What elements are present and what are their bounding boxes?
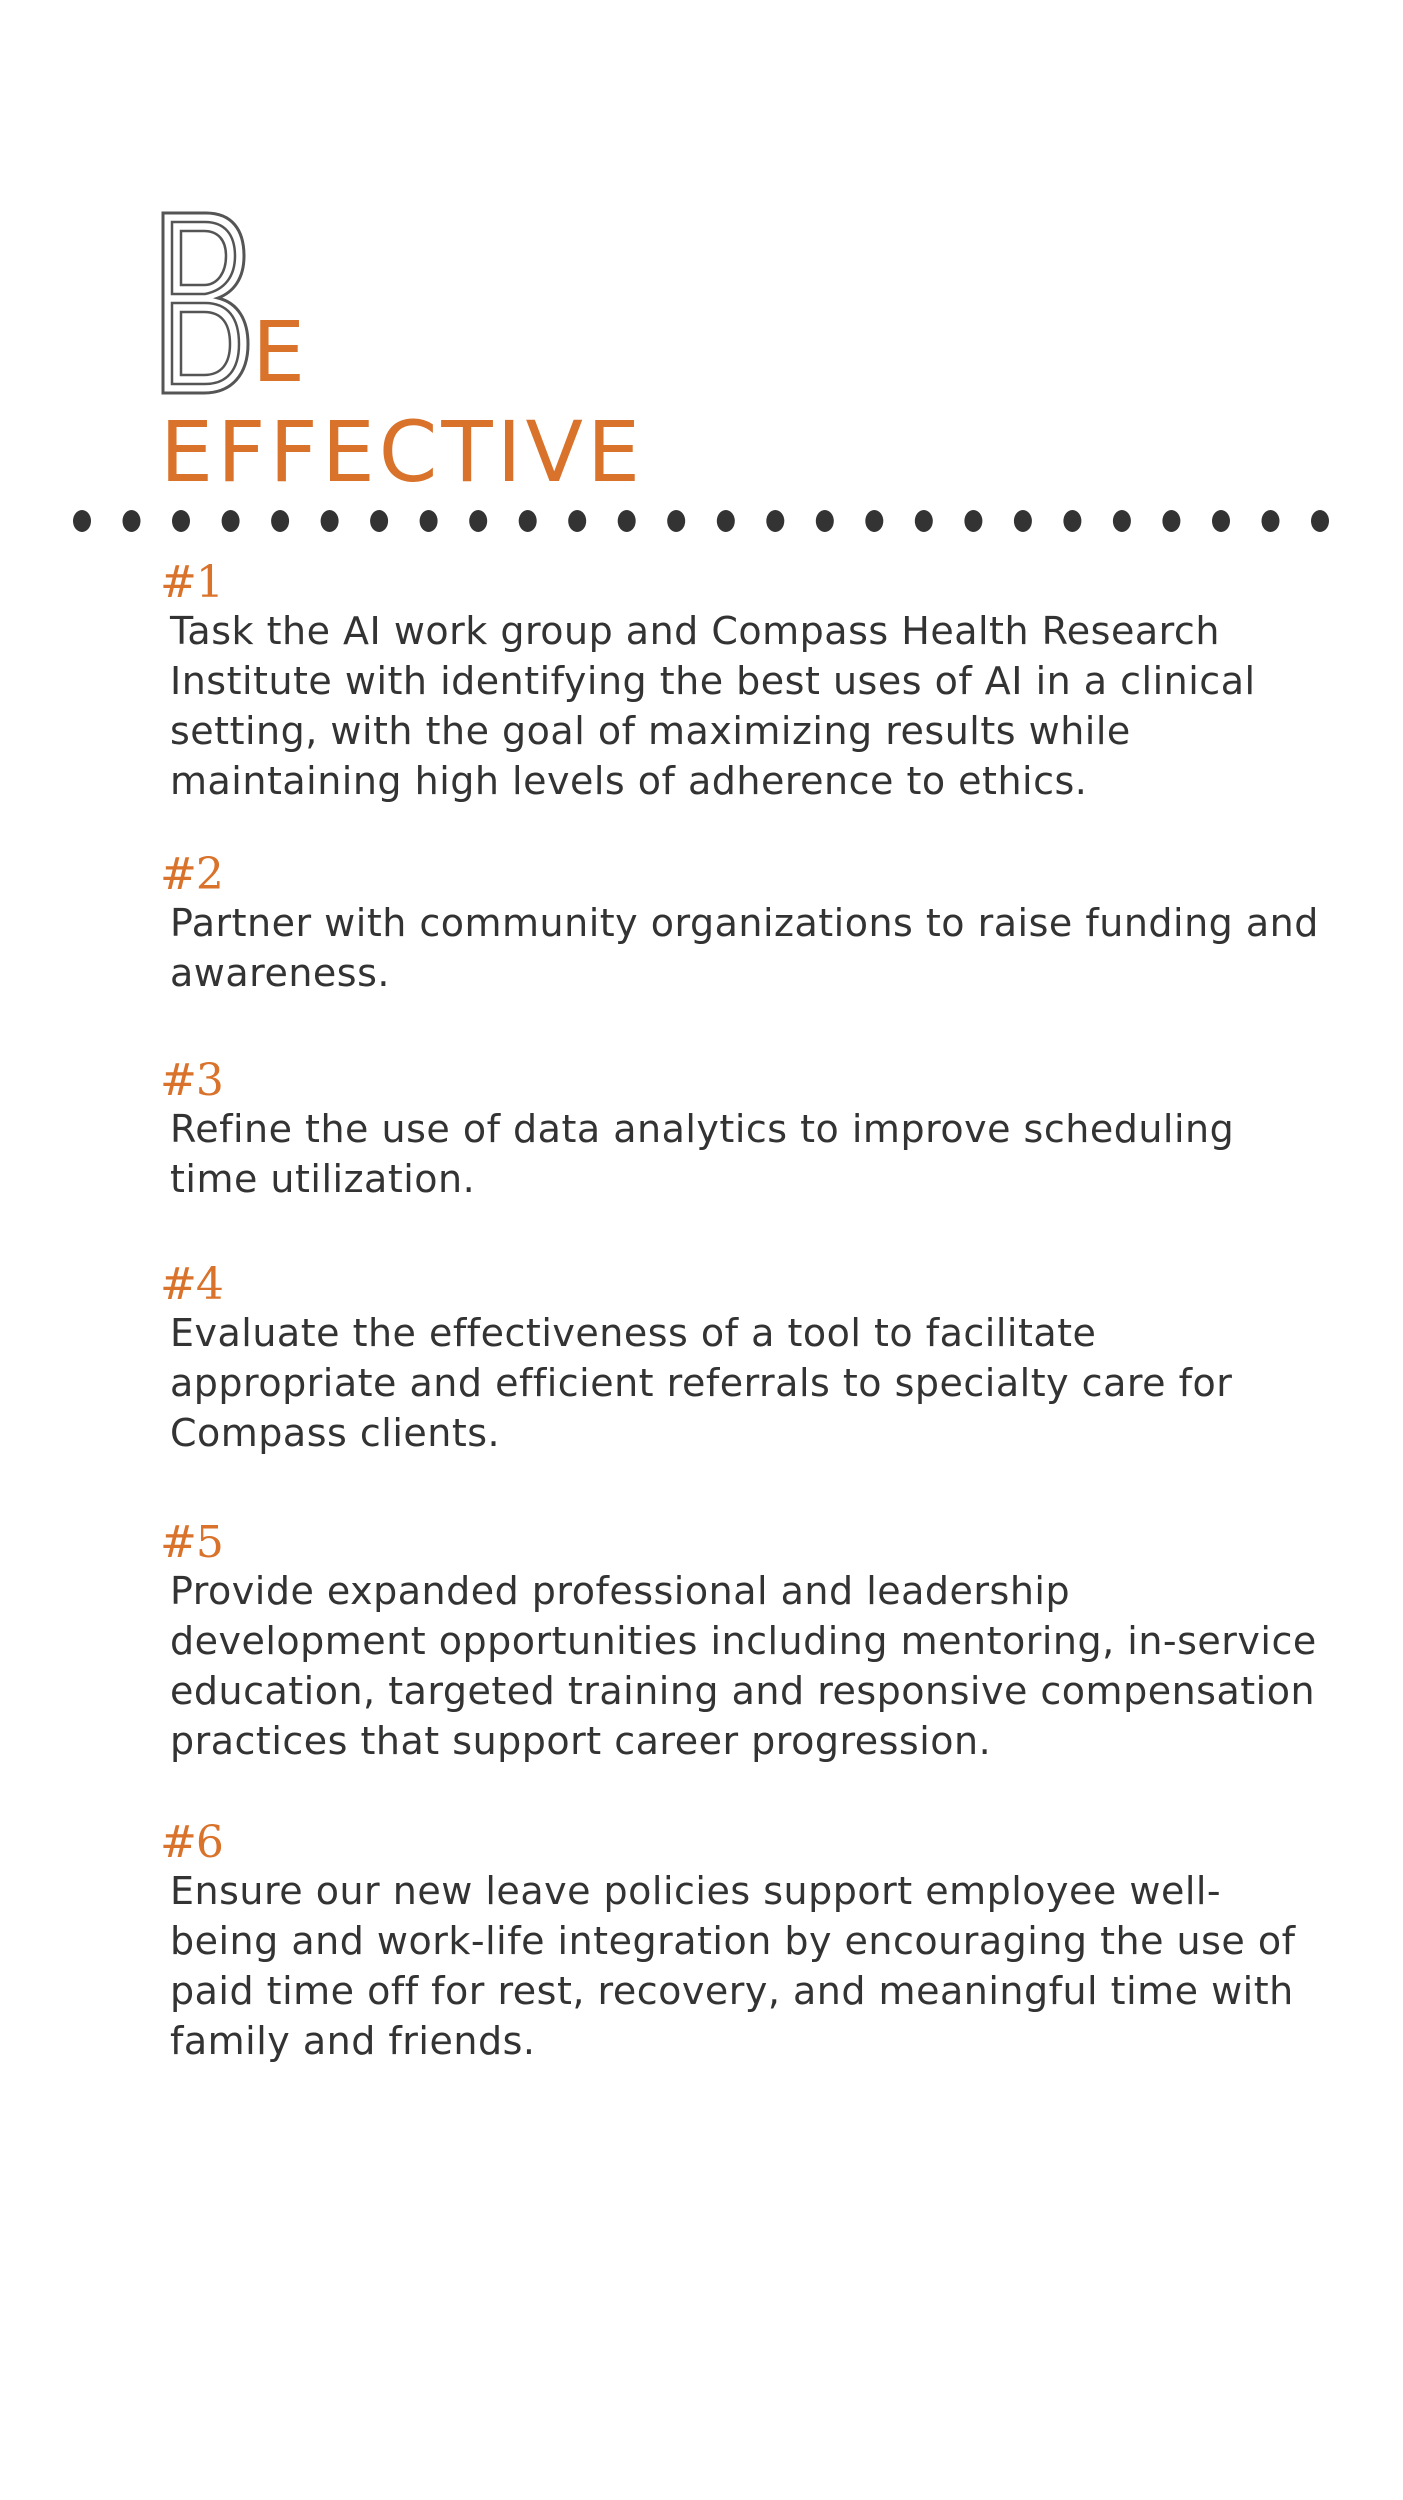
divider-dot [618, 510, 636, 532]
divider-dot [73, 510, 91, 532]
goal-text: Refine the use of data analytics to improve scheduling time utilization. [170, 1107, 1235, 1201]
goal-number: #3 [160, 1055, 223, 1106]
outlined-initial-b [160, 210, 250, 396]
goal-item-1 [160, 557, 1320, 806]
divider-dot [1311, 510, 1329, 532]
goal-item-4 [160, 1259, 1320, 1458]
goal-text: Partner with community organizations to raise funding and awareness. [170, 901, 1319, 995]
goal-text: Task the AI work group and Compass Health Research Institute with identifying the best uses of AI in a clinical setting, with the goal of maximizing results while maintaining high levels of adherence to ethics. [170, 609, 1256, 803]
divider-dot [172, 510, 190, 532]
divider-dot [1162, 510, 1180, 532]
divider-dot [420, 510, 438, 532]
divider-dot [1212, 510, 1230, 532]
divider-dot [568, 510, 586, 532]
divider-dot [865, 510, 883, 532]
goal-item-5 [160, 1517, 1320, 1766]
divider-dot [1262, 510, 1280, 532]
goal-item-2 [160, 849, 1320, 998]
divider-dot [519, 510, 537, 532]
divider-dot [717, 510, 735, 532]
goal-number: #4 [160, 1259, 223, 1310]
goal-number: #5 [160, 1517, 223, 1568]
goal-number: #2 [160, 849, 223, 900]
divider-dot [271, 510, 289, 532]
goal-text: Evaluate the effectiveness of a tool to facilitate appropriate and efficient referrals to specialty care for Compass clients. [170, 1311, 1233, 1455]
goals-list [160, 557, 1320, 2066]
divider-dot [222, 510, 240, 532]
goal-text: Provide expanded professional and leadership development opportunities including mentoring, in-service education, targeted training and responsive compensation practices that support career progression. [170, 1569, 1317, 1763]
divider-dot [667, 510, 685, 532]
divider-dot [123, 510, 141, 532]
page-title [160, 210, 960, 500]
divider-dot [766, 510, 784, 532]
divider-dot [1063, 510, 1081, 532]
divider-dot [469, 510, 487, 532]
divider-dot [1113, 510, 1131, 532]
goal-number: #6 [160, 1817, 223, 1868]
goal-item-3 [160, 1055, 1320, 1204]
divider-dot [1014, 510, 1032, 532]
dotted-divider [70, 506, 1332, 536]
goal-number: #1 [160, 557, 223, 608]
title-line2: EFFECTIVE [160, 403, 645, 501]
divider-dot [370, 510, 388, 532]
goal-item-6 [160, 1817, 1320, 2066]
divider-dot [321, 510, 339, 532]
divider-dot [915, 510, 933, 532]
title-line1-rest: E [252, 303, 308, 401]
divider-dot [964, 510, 982, 532]
goal-text: Ensure our new leave policies support employee well-being and work-life integration by encouraging the use of paid time off for rest, recovery, and meaningful time with family and friends. [170, 1869, 1296, 2063]
divider-dot [816, 510, 834, 532]
